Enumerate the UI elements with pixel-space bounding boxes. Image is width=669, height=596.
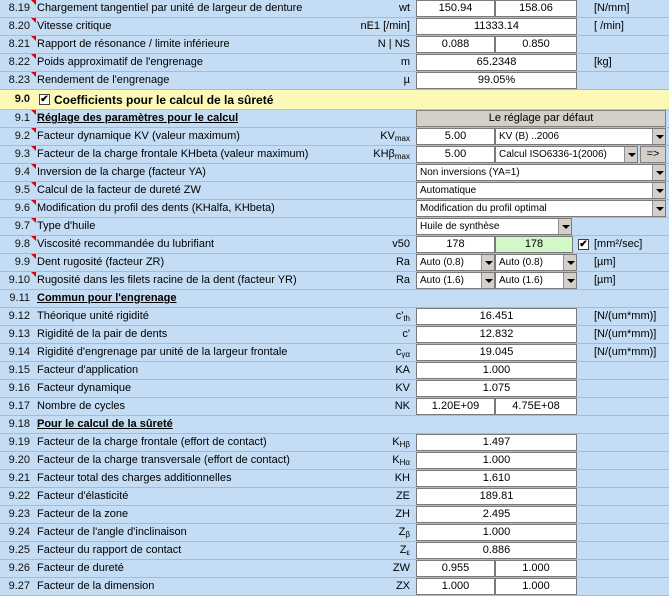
- row-symbol: ZX: [395, 580, 410, 592]
- chevron-down-icon[interactable]: [624, 147, 637, 162]
- row-9-16: [0, 380, 669, 398]
- value-common: 1.497: [416, 434, 577, 451]
- row-number: 9.25: [8, 544, 30, 556]
- row-label: Facteur de dureté: [37, 562, 124, 574]
- comment-marker: [31, 146, 36, 151]
- value-gear2: 1.000: [495, 578, 577, 595]
- kv-method-select[interactable]: KV (B) ..2006: [495, 128, 666, 145]
- row-symbol: ZE: [395, 490, 410, 502]
- khbeta-method-select[interactable]: Calcul ISO6336-1(2006): [495, 146, 638, 163]
- value-gear2: 4.75E+08: [495, 398, 577, 415]
- row-9-3: [0, 146, 669, 164]
- row-label: Facteur dynamique KV (valeur maximum): [37, 130, 240, 142]
- value-common: 2.495: [416, 506, 577, 523]
- comment-marker: [31, 110, 36, 115]
- row-9-27: [0, 578, 669, 596]
- comment-marker: [31, 54, 36, 59]
- row-9-2: [0, 128, 669, 146]
- row-number: 8.19: [8, 2, 30, 14]
- chevron-down-icon[interactable]: [558, 219, 571, 234]
- row-number: 9.15: [8, 364, 30, 376]
- row-number: 9.1: [14, 112, 30, 124]
- zw-calculation-select[interactable]: Automatique: [416, 182, 666, 199]
- row-9-14: [0, 344, 669, 362]
- row-9-9: [0, 254, 669, 272]
- comment-marker: [31, 254, 36, 259]
- row-9-15: [0, 362, 669, 380]
- row-symbol: KV: [395, 382, 410, 394]
- row-symbol: $K_{H\alpha}$: [392, 454, 410, 467]
- row-label: Rigidité d'engrenage par unité de la largeur frontale: [37, 346, 288, 358]
- row-symbol: $Z_\beta$: [398, 526, 410, 539]
- row-9-18: [0, 416, 669, 434]
- value-common: 189.81: [416, 488, 577, 505]
- value-common: 0.886: [416, 542, 577, 559]
- row-number: 9.19: [8, 436, 30, 448]
- row-9-13: [0, 326, 669, 344]
- row-symbol: ZW: [392, 562, 410, 574]
- comment-marker: [31, 36, 36, 41]
- row-number: 9.0: [14, 93, 30, 105]
- row-8-19: [0, 0, 669, 18]
- row-9-4: [0, 164, 669, 182]
- row-label: Facteur de la dimension: [37, 580, 155, 592]
- value-common: 65.2348: [416, 54, 577, 71]
- row-label: Modification du profil des dents (KHalfa, KHbeta): [37, 202, 275, 214]
- row-symbol: $KV_{max}$: [380, 130, 410, 143]
- row-label: Facteur total des charges additionnelles: [37, 472, 232, 484]
- subsection-title: Pour le calcul de la sûreté: [37, 418, 173, 430]
- row-symbol: m: [400, 56, 410, 68]
- value-gear2: 0.850: [495, 36, 577, 53]
- row-number: 9.3: [14, 148, 30, 160]
- row-9-10: [0, 272, 669, 290]
- row-number: 9.9: [14, 256, 30, 268]
- row-9-17: [0, 398, 669, 416]
- comment-marker: [31, 18, 36, 23]
- row-number: 9.8: [14, 238, 30, 250]
- row-9-22: [0, 488, 669, 506]
- row-label: Vitesse critique: [37, 20, 112, 32]
- row-9-20: [0, 452, 669, 470]
- row-number: 9.16: [8, 382, 30, 394]
- row-label: Facteur de la zone: [37, 508, 129, 520]
- row-9-11: [0, 290, 669, 308]
- row-unit: [N/mm]: [594, 2, 630, 14]
- viscosity-input[interactable]: 178: [495, 236, 573, 253]
- row-symbol: v50: [392, 238, 410, 250]
- oil-type-select[interactable]: Huile de synthèse: [416, 218, 572, 235]
- row-label: Théorique unité rigidité: [37, 310, 149, 322]
- row-number: 9.13: [8, 328, 30, 340]
- row-9-23: [0, 506, 669, 524]
- row-number: 9.7: [14, 220, 30, 232]
- row-number: 8.22: [8, 56, 30, 68]
- row-label: Rendement de l'engrenage: [37, 74, 170, 86]
- row-label: Facteur de la charge frontale KHbeta (valeur maximum): [37, 148, 309, 160]
- row-unit: [µm]: [594, 274, 616, 286]
- value-common: 1.000: [416, 362, 577, 379]
- row-unit: [mm²/sec]: [594, 238, 643, 250]
- value-gear2: 158.06: [495, 0, 577, 17]
- value-gear1: 0.088: [416, 36, 495, 53]
- row-number: 8.21: [8, 38, 30, 50]
- value-common: 99.05%: [416, 72, 577, 89]
- row-number: 9.24: [8, 526, 30, 538]
- comment-marker: [31, 218, 36, 223]
- row-number: 8.23: [8, 74, 30, 86]
- row-symbol: $Z_\varepsilon$: [399, 544, 410, 557]
- row-symbol: c': [402, 328, 410, 340]
- chevron-down-icon[interactable]: [481, 273, 494, 288]
- row-number: 9.27: [8, 580, 30, 592]
- subsection-title: Réglage des paramètres pour le calcul: [37, 112, 239, 124]
- row-number: 9.21: [8, 472, 30, 484]
- row-number: 9.17: [8, 400, 30, 412]
- row-label: Rugosité dans les filets racine de la dent (facteur YR): [37, 274, 297, 286]
- subsection-title: Commun pour l'engrenage: [37, 292, 177, 304]
- khbeta-max-input[interactable]: 5.00: [416, 146, 495, 163]
- row-9-8: [0, 236, 669, 254]
- row-unit: [N/(um*mm)]: [594, 310, 657, 322]
- comment-marker: [31, 128, 36, 133]
- row-number: 9.23: [8, 508, 30, 520]
- row-label: Inversion de la charge (facteur YA): [37, 166, 206, 178]
- comment-marker: [31, 272, 36, 277]
- row-symbol: $c'_{th}$: [395, 310, 410, 323]
- profile-modification-select[interactable]: Modification du profil optimal: [416, 200, 666, 217]
- row-9-24: [0, 524, 669, 542]
- kv-max-input[interactable]: 5.00: [416, 128, 495, 145]
- row-number: 9.10: [8, 274, 30, 286]
- value-common: 1.000: [416, 524, 577, 541]
- row-symbol: Ra: [395, 274, 410, 286]
- viscosity-checkbox[interactable]: ✔: [579, 239, 588, 250]
- comment-marker: [31, 236, 36, 241]
- row-number: 9.5: [14, 184, 30, 196]
- value-gear1: 150.94: [416, 0, 495, 17]
- value-common: 19.045: [416, 344, 577, 361]
- row-symbol: N | NS: [377, 38, 410, 50]
- row-symbol: $c_{\gamma\alpha}$: [395, 346, 410, 359]
- value-common: 1.000: [416, 452, 577, 469]
- row-number: 9.20: [8, 454, 30, 466]
- row-unit: [N/(um*mm)]: [594, 346, 657, 358]
- row-9-12: [0, 308, 669, 326]
- value-common: 1.075: [416, 380, 577, 397]
- value-gear1: 1.000: [416, 578, 495, 595]
- row-9-21: [0, 470, 669, 488]
- value-common: 11333.14: [416, 18, 577, 35]
- row-9-1: [0, 110, 669, 128]
- row-8-21: [0, 36, 669, 54]
- comment-marker: [31, 182, 36, 187]
- row-label: Facteur de la charge transversale (effort de contact): [37, 454, 290, 466]
- value-common: 16.451: [416, 308, 577, 325]
- row-number: 9.12: [8, 310, 30, 322]
- chevron-down-icon[interactable]: [481, 255, 494, 270]
- row-label: Facteur d'application: [37, 364, 139, 376]
- row-label: Facteur de la charge frontale (effort de contact): [37, 436, 267, 448]
- roughness-gear2-select[interactable]: Auto (0.8): [495, 254, 577, 271]
- row-symbol: NK: [394, 400, 410, 412]
- row-number: 8.20: [8, 20, 30, 32]
- value-common: 12.832: [416, 326, 577, 343]
- row-symbol: Ra: [395, 256, 410, 268]
- row-number: 9.18: [8, 418, 30, 430]
- row-number: 9.4: [14, 166, 30, 178]
- chevron-down-icon[interactable]: [563, 273, 576, 288]
- row-9-19: [0, 434, 669, 452]
- section-title: Coefficients pour le calcul de la sûreté: [54, 93, 274, 107]
- row-number: 9.11: [9, 292, 30, 304]
- row-label: Chargement tangentiel par unité de largeur de denture: [37, 2, 303, 14]
- row-unit: [ /min]: [594, 20, 624, 32]
- value-gear1: 0.955: [416, 560, 495, 577]
- row-label: Viscosité recommandée du lubrifiant: [37, 238, 215, 250]
- value-common: 1.610: [416, 470, 577, 487]
- row-9-7: [0, 218, 669, 236]
- row-9-26: [0, 560, 669, 578]
- chevron-down-icon[interactable]: [652, 201, 665, 216]
- default-settings-button[interactable]: Le réglage par défaut: [416, 110, 666, 127]
- comment-marker: [31, 72, 36, 77]
- row-8-20: [0, 18, 669, 36]
- row-8-23: [0, 72, 669, 90]
- row-unit: [µm]: [594, 256, 616, 268]
- row-8-22: [0, 54, 669, 72]
- row-symbol: ZH: [395, 508, 410, 520]
- row-symbol: KA: [395, 364, 410, 376]
- roughness-gear1-select[interactable]: Auto (0.8): [416, 254, 495, 271]
- chevron-down-icon[interactable]: [652, 129, 665, 144]
- row-label: Facteur dynamique: [37, 382, 132, 394]
- row-number: 9.26: [8, 562, 30, 574]
- row-label: Rapport de résonance / limite inférieure: [37, 38, 230, 50]
- comment-marker: [31, 0, 36, 5]
- row-unit: [N/(um*mm)]: [594, 328, 657, 340]
- chevron-down-icon[interactable]: [652, 165, 665, 180]
- row-label: Facteur d'élasticité: [37, 490, 129, 502]
- row-number: 9.22: [8, 490, 30, 502]
- row-label: Calcul de la facteur de dureté ZW: [37, 184, 201, 196]
- value-gear1: 1.20E+09: [416, 398, 495, 415]
- row-label: Rigidité de la pair de dents: [37, 328, 168, 340]
- root-roughness-gear1-select[interactable]: Auto (1.6): [416, 272, 495, 289]
- row-9-6: [0, 200, 669, 218]
- chevron-down-icon[interactable]: [563, 255, 576, 270]
- comment-marker: [31, 164, 36, 169]
- root-roughness-gear2-select[interactable]: Auto (1.6): [495, 272, 577, 289]
- row-symbol: KH: [394, 472, 410, 484]
- row-symbol: wt: [399, 2, 410, 14]
- section-header-9-0: [0, 90, 669, 110]
- load-reversal-select[interactable]: Non inversions (YA=1): [416, 164, 666, 181]
- row-9-25: [0, 542, 669, 560]
- section-checkbox[interactable]: ✔: [40, 94, 49, 105]
- row-symbol: nE1 [/min]: [360, 20, 410, 32]
- value-gear2: 1.000: [495, 560, 577, 577]
- row-label: Poids approximatif de l'engrenage: [37, 56, 203, 68]
- khbeta-detail-button[interactable]: =>: [640, 146, 666, 163]
- row-label: Type d'huile: [37, 220, 96, 232]
- row-unit: [kg]: [594, 56, 612, 68]
- row-label: Facteur de l'angle d'inclinaison: [37, 526, 187, 538]
- row-label: Dent rugosité (facteur ZR): [37, 256, 165, 268]
- row-number: 9.2: [14, 130, 30, 142]
- row-number: 9.6: [14, 202, 30, 214]
- comment-marker: [31, 200, 36, 205]
- viscosity-recommended: 178: [416, 236, 495, 253]
- row-label: Facteur du rapport de contact: [37, 544, 182, 556]
- chevron-down-icon[interactable]: [652, 183, 665, 198]
- row-symbol: $K_{H\beta}$: [392, 436, 410, 449]
- row-symbol: µ: [403, 74, 410, 86]
- row-9-5: [0, 182, 669, 200]
- row-label: Nombre de cycles: [37, 400, 126, 412]
- row-symbol: KHβ$_{max}$: [373, 148, 410, 161]
- row-number: 9.14: [8, 346, 30, 358]
